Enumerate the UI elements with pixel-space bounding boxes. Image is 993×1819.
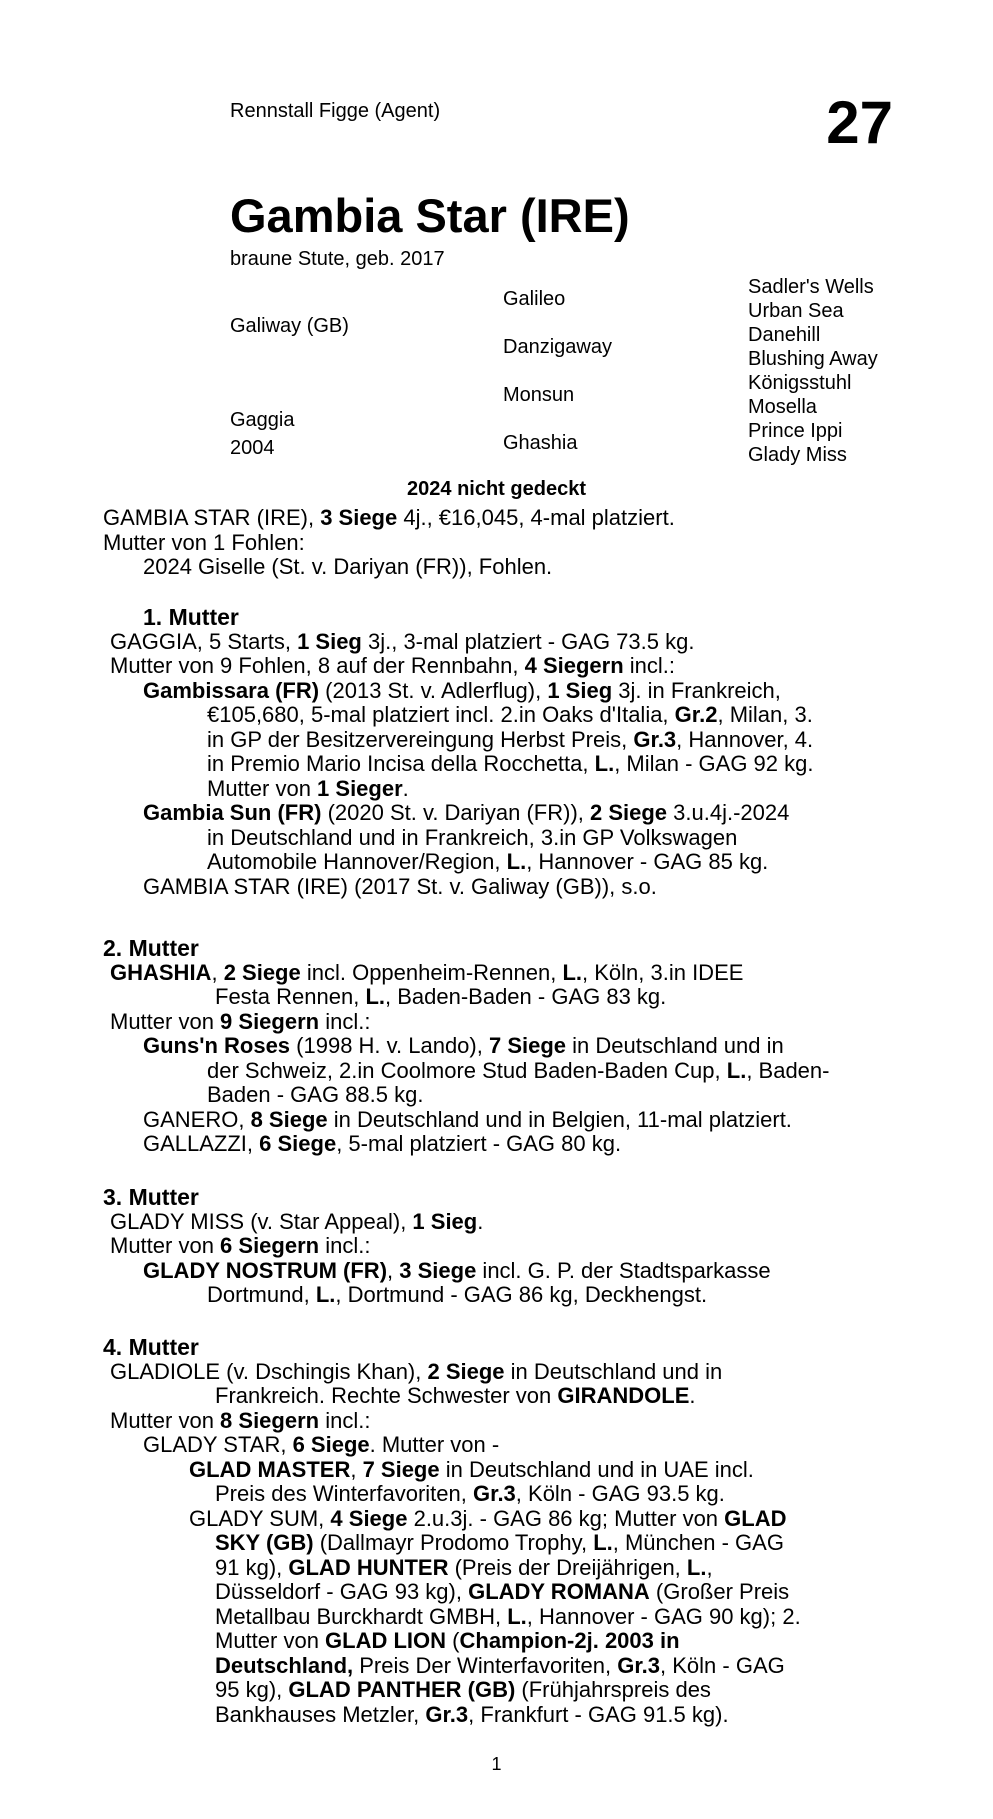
g3-8: Glady Miss [748,444,847,466]
text: 3j. in Frankreich, [612,677,781,703]
text: , 5-mal platziert - GAG 80 kg. [336,1131,622,1156]
text: Gr.3 [425,1701,469,1727]
text: 1 Sieg [412,1208,478,1234]
dam: Gaggia [230,409,295,431]
text: Metallbau Burckhardt GMBH, [215,1603,508,1629]
text: incl.: [623,653,676,678]
text: Mutter von 9 Fohlen, 8 auf der Rennbahn, [110,653,525,678]
progeny-line [103,1678,893,1703]
progeny-line [103,1132,893,1157]
progeny-line [103,1703,893,1728]
sire-dam: Danzigaway [503,336,612,358]
text: Gr.2 [674,702,718,727]
text: €105,680, 5-mal platziert incl. 2.in Oaks d'Italia, [207,702,675,727]
text: incl.: [319,1233,371,1258]
text: 6 Siege [259,1131,337,1156]
lot-number: 27 [826,89,893,156]
text: L. [315,1282,336,1307]
text: Automobile Hannover/Region, [207,849,507,874]
dam-line [103,1360,893,1385]
g3-1: Sadler's Wells [748,276,874,298]
text: Gr.3 [472,1481,516,1506]
progeny-line [103,1556,893,1581]
text: 9 Siegern [220,1008,320,1034]
text: . Mutter von - [369,1432,500,1457]
dam-year: 2004 [230,437,275,459]
text: GLAD HUNTER [288,1554,449,1580]
horse-description: braune Stute, geb. 2017 [230,248,445,270]
text: Mutter von [207,775,318,801]
text: Festa Rennen, [215,984,366,1009]
text: 3 Siege [320,505,398,530]
text: GLAD MASTER [189,1456,351,1482]
text: 2 Siege [427,1358,505,1384]
text: , Baden-Baden - GAG 83 kg. [385,984,667,1009]
text: Bankhauses Metzler, [215,1701,426,1727]
text: . [689,1383,696,1408]
dam-line [103,1384,893,1409]
text: , Köln, 3.in IDEE [582,959,744,985]
text: GLADY SUM, [189,1505,331,1531]
text: 4j., €16,045, 4-mal platziert. [397,505,675,530]
text: , [350,1456,363,1482]
intro-foal: 2024 Giselle (St. v. Dariyan (FR)), Fohlen. [143,554,553,579]
text: L. [365,984,385,1009]
text: SKY (GB) [215,1530,314,1555]
first-dam-section [110,605,890,899]
fourth-dam-section [103,1335,893,1727]
text: , Hannover - GAG 85 kg. [526,849,769,874]
text: 8 Siegern [220,1407,320,1433]
text: , Köln - GAG 93.5 kg. [515,1481,725,1506]
progeny-line [110,850,890,875]
text: , Baden- [746,1057,830,1083]
text: GLADY ROMANA [468,1579,650,1604]
text: 6 Siegern [220,1233,320,1258]
text: GALLAZZI, [143,1131,260,1156]
text: , Frankfurt - GAG 91.5 kg). [468,1701,729,1727]
progeny-line [110,679,890,704]
text: Mutter von [110,1407,221,1433]
progeny-line: GAMBIA STAR (IRE) (2017 St. v. Galiway (GB)), s.o. [143,873,657,899]
text: 1 Sieg [297,628,362,654]
text: (1998 H. v. Lando), [290,1033,489,1058]
text: GLADY STAR, [143,1432,293,1457]
text: , [706,1554,713,1580]
progeny-line [103,1034,893,1059]
text: Frankreich. Rechte Schwester von [215,1383,558,1408]
text: GLADY NOSTRUM (FR) [143,1257,388,1283]
progeny-line [103,1108,893,1133]
text: 91 kg), [215,1554,289,1580]
text: L. [506,849,527,874]
progeny-line [103,1283,893,1308]
sire-sire: Galileo [503,288,566,310]
section-heading: 4. Mutter [103,1334,199,1360]
progeny-line [103,1531,893,1556]
text: Preis des Winterfavoriten, [215,1481,473,1506]
text: . [402,775,409,801]
text: Preis Der Winterfavoriten, [353,1652,618,1678]
text: 95 kg), [215,1677,289,1702]
progeny-line [103,1259,893,1284]
intro-line: Mutter von 1 Fohlen: [103,529,305,555]
third-dam-section [103,1185,893,1308]
dam-line [103,1409,893,1434]
text: , [211,959,224,985]
g3-2: Urban Sea [748,300,844,322]
text: 3j., 3-mal platziert - GAG 73.5 kg. [361,628,695,654]
covering-status: 2024 nicht gedeckt [407,478,586,500]
text: GLADIOLE (v. Dschingis Khan), [110,1358,428,1384]
text: L. [686,1554,707,1580]
text: Mutter von [110,1008,221,1034]
text: Deutschland, [215,1652,354,1678]
progeny-line [110,752,890,777]
text: 6 Siege [292,1432,370,1457]
progeny-line [103,1482,893,1507]
progeny-line: Baden - GAG 88.5 kg. [207,1082,424,1107]
text: , Köln - GAG [660,1652,785,1678]
text: incl. Oppenheim-Rennen, [300,959,563,985]
dam-line [103,1010,893,1035]
text: L. [507,1603,527,1629]
text: ( [446,1628,460,1653]
section-heading: 2. Mutter [103,935,199,961]
progeny-line [110,728,890,753]
progeny-line [103,1629,893,1654]
text: incl.: [319,1008,371,1034]
text: (Großer Preis [649,1579,790,1604]
sire: Galiway (GB) [230,315,349,337]
dam-line [110,654,890,679]
text: L. [593,1530,613,1555]
text: Düsseldorf - GAG 93 kg), [215,1579,469,1604]
text: (Dallmayr Prodomo Trophy, [313,1530,594,1555]
text: (Frühjahrspreis des [515,1677,711,1702]
text: , Milan, 3. [717,702,813,727]
g3-3: Danehill [748,324,821,346]
text: Guns'n Roses [143,1033,291,1058]
text: in Deutschland und in UAE incl. [439,1456,754,1482]
dam-line [103,961,893,986]
progeny-line [103,1654,893,1679]
text: (2020 St. v. Dariyan (FR)), [321,800,590,825]
text: Gambia Sun (FR) [143,800,322,825]
text: GANERO, [143,1106,251,1132]
g3-5: Königsstuhl [748,372,852,394]
second-dam-section [103,936,893,1157]
text: GAMBIA STAR (IRE), [103,505,321,530]
dam-sire: Monsun [503,384,575,406]
text: , Hannover, 4. [676,726,814,752]
dam-line [103,1210,893,1235]
text: GLAD LION [325,1628,447,1653]
text: L. [726,1057,747,1083]
text: , Milan - GAG 92 kg. [614,751,814,776]
text: GAGGIA, 5 Starts, [110,628,298,654]
text: 2 Siege [590,800,668,825]
dam-line [103,1234,893,1259]
text: , Dortmund - GAG 86 kg, Deckhengst. [335,1282,708,1307]
text: . [477,1208,484,1234]
progeny-line [103,1507,893,1532]
text: GHASHIA [110,959,212,985]
text: incl.: [319,1407,371,1433]
text: Gr.3 [617,1652,661,1678]
g3-7: Prince Ippi [748,420,843,442]
section-heading: 3. Mutter [103,1184,199,1210]
text: in Deutschland und in [504,1358,723,1384]
text: in GP der Besitzervereingung Herbst Preis, [207,726,634,752]
text: 8 Siege [250,1106,328,1132]
text: GLADY MISS (v. Star Appeal), [110,1208,413,1234]
progeny-line [110,703,890,728]
progeny-line [103,1605,893,1630]
text: , [387,1257,400,1283]
text: 4 Siegern [524,653,624,678]
progeny-line [103,1458,893,1483]
dam-dam: Ghashia [503,432,578,454]
text: L. [594,751,615,776]
progeny-line [110,777,890,802]
intro-line [103,506,893,531]
text: der Schweiz, 2.in Coolmore Stud Baden-Baden Cup, [207,1057,727,1083]
text: Gambissara (FR) [143,677,320,703]
text: Mutter von [215,1628,326,1653]
text: Mutter von [110,1233,221,1258]
text: GLAD [724,1505,787,1531]
text: Gr.3 [633,726,677,752]
progeny-line [103,1580,893,1605]
text: 7 Siege [488,1033,567,1058]
progeny-line [103,1433,893,1458]
text: (Preis der Dreijährigen, [448,1554,687,1580]
text: Champion-2j. 2003 in [459,1628,680,1653]
text: , München - GAG [612,1530,784,1555]
owner-label: Rennstall Figge (Agent) [230,100,441,122]
text: (2013 St. v. Adlerflug), [319,677,548,703]
text: 2.u.3j. - GAG 86 kg; Mutter von [407,1505,725,1531]
text: L. [562,959,582,985]
dam-line [110,630,890,655]
text: in Deutschland und in Belgien, 11-mal platziert. [327,1106,792,1132]
text: 4 Siege [330,1505,408,1531]
text: 3.u.4j.-2024 [667,800,790,825]
text: , Hannover - GAG 90 kg); 2. [526,1603,801,1629]
text: 3 Siege [399,1257,477,1283]
progeny-line: in Deutschland und in Frankreich, 3.in GP Volkswagen [207,824,738,850]
g3-6: Mosella [748,396,817,418]
text: GIRANDOLE [557,1383,690,1408]
page-number: 1 [491,1754,502,1774]
text: 2 Siege [223,959,301,985]
horse-name: Gambia Star (IRE) [230,189,630,242]
progeny-line [110,801,890,826]
text: 7 Siege [362,1456,440,1482]
text: GLAD PANTHER (GB) [288,1677,516,1702]
text: in Deutschland und in [566,1033,784,1058]
g3-4: Blushing Away [748,348,878,370]
progeny-line [103,1059,893,1084]
intro-section [103,506,893,580]
text: Dortmund, [207,1282,316,1307]
dam-line [103,985,893,1010]
section-heading: 1. Mutter [143,604,239,630]
text: 1 Sieg [547,677,613,703]
text: in Premio Mario Incisa della Rocchetta, [207,751,595,776]
text: incl. G. P. der Stadtsparkasse [476,1257,771,1283]
text: 1 Sieger [317,775,403,801]
